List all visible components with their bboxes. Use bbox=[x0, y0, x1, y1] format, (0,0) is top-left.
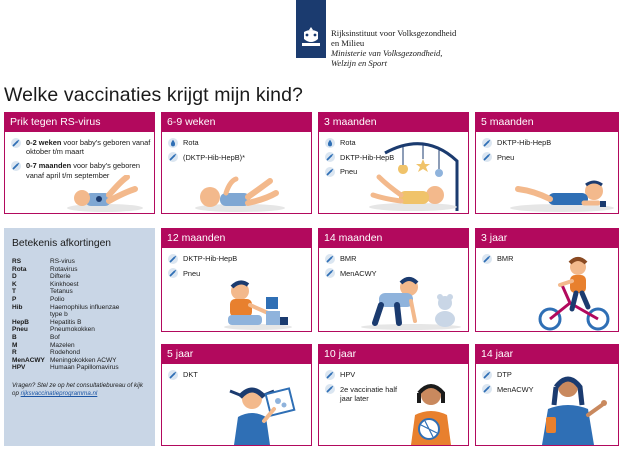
card-3-jaar bbox=[475, 228, 619, 332]
table-row bbox=[12, 326, 130, 334]
meaning: Mazelen bbox=[50, 341, 75, 349]
abbr: MenACWY bbox=[12, 356, 45, 364]
item-text: Pneu bbox=[183, 268, 201, 278]
item-text: MenACWY bbox=[340, 268, 377, 278]
syringe-icon bbox=[325, 384, 335, 394]
drop-icon bbox=[168, 138, 178, 148]
meaning: Polio bbox=[50, 295, 65, 303]
list-item bbox=[168, 254, 311, 264]
card-title: 12 maanden bbox=[162, 229, 311, 248]
rijksoverheid-logo bbox=[296, 0, 326, 58]
ministry-line-2: Welzijn en Sport bbox=[331, 58, 388, 68]
card-6-9-weken bbox=[161, 112, 312, 214]
card-title: 5 maanden bbox=[476, 113, 618, 132]
table-row bbox=[12, 364, 130, 372]
table-row bbox=[12, 342, 130, 350]
meaning: RS-virus bbox=[50, 258, 75, 265]
syringe-icon bbox=[482, 370, 492, 380]
syringe-icon bbox=[168, 254, 178, 264]
item-text: Pneu bbox=[340, 167, 358, 176]
abbr: RS bbox=[12, 258, 22, 265]
abbr: T bbox=[12, 288, 16, 296]
abbr: B bbox=[12, 333, 17, 341]
card-title: 5 jaar bbox=[162, 345, 311, 364]
ministry-line-1: Ministerie van Volksgezondheid, bbox=[331, 48, 443, 58]
table-row bbox=[12, 319, 130, 327]
item-text: voor baby's geboren vanaf oktober t/m maart bbox=[26, 138, 151, 157]
card-title: 3 jaar bbox=[476, 229, 618, 248]
item-text: BMR bbox=[340, 254, 357, 263]
item-text: DKTP-Hib-HepB bbox=[340, 152, 395, 162]
syringe-icon bbox=[325, 152, 335, 162]
abbr: M bbox=[12, 341, 18, 349]
meaning: Humaan Papillomavirus bbox=[50, 364, 119, 372]
item-text: HPV bbox=[340, 370, 356, 379]
organisation-name bbox=[331, 28, 456, 68]
list-item bbox=[325, 254, 468, 264]
syringe-icon bbox=[325, 268, 335, 278]
card-title: Prik tegen RS-virus bbox=[5, 113, 154, 132]
baby-lying-illustration bbox=[65, 175, 145, 213]
card-10-jaar bbox=[318, 344, 469, 446]
syringe-icon bbox=[168, 268, 178, 278]
item-text: DKTP-Hib-HepB bbox=[183, 254, 238, 263]
toddler-with-blocks-illustration bbox=[222, 269, 302, 331]
list-item bbox=[168, 370, 311, 380]
table-row bbox=[12, 258, 130, 266]
abbreviations-legend bbox=[4, 228, 155, 446]
syringe-icon bbox=[482, 254, 492, 264]
card-5-maanden bbox=[475, 112, 619, 214]
item-text: Rota bbox=[340, 138, 356, 147]
syringe-icon bbox=[482, 152, 492, 162]
syringe-icon bbox=[11, 161, 21, 171]
meaning: Rotavirus bbox=[50, 265, 78, 273]
card-5-jaar bbox=[161, 344, 312, 446]
syringe-icon bbox=[168, 370, 178, 380]
table-row bbox=[12, 349, 130, 357]
syringe-icon bbox=[325, 254, 335, 264]
item-text: Pneu bbox=[497, 152, 515, 162]
meaning: Rodehond bbox=[50, 349, 80, 357]
item-text: DTP bbox=[497, 370, 512, 379]
questions-note bbox=[12, 382, 147, 398]
card-title: 3 maanden bbox=[319, 113, 468, 132]
item-text: DKTP-Hib-HepB bbox=[497, 138, 552, 147]
abbr: Pneu bbox=[12, 326, 28, 334]
meaning: Meningokokken ACWY bbox=[50, 356, 117, 364]
infant-lying-illustration bbox=[192, 173, 287, 213]
item-text: MenACWY bbox=[497, 384, 534, 394]
card-title: 14 maanden bbox=[319, 229, 468, 248]
girl-with-drawing-illustration bbox=[214, 381, 304, 445]
crest-icon bbox=[300, 26, 322, 48]
meaning: Tetanus bbox=[50, 288, 73, 296]
meaning: Bof bbox=[50, 333, 60, 341]
girl-with-ball-illustration bbox=[399, 381, 465, 445]
abbreviations-table bbox=[12, 258, 130, 372]
questions-text: Vragen? Stel ze op het consultatiebureau of kijk op bbox=[12, 381, 143, 397]
abbr: D bbox=[12, 273, 17, 281]
meaning: Difterie bbox=[50, 273, 71, 281]
abbr: K bbox=[12, 280, 17, 288]
table-row bbox=[12, 304, 130, 319]
item-bold: 0-2 weken bbox=[26, 138, 62, 147]
page-title: Welke vaccinaties krijgt mijn kind? bbox=[4, 84, 303, 106]
meaning: Kinkhoest bbox=[50, 280, 79, 288]
syringe-icon bbox=[325, 167, 335, 177]
item-bold: 0-7 maanden bbox=[26, 161, 72, 171]
legend-title: Betekenis afkortingen bbox=[12, 238, 112, 249]
card-14-maanden bbox=[318, 228, 469, 332]
card-title: 10 jaar bbox=[319, 345, 468, 364]
table-row bbox=[12, 273, 130, 281]
abbr: R bbox=[12, 349, 17, 357]
list-item bbox=[168, 153, 311, 163]
card-3-maanden bbox=[318, 112, 469, 214]
list-item bbox=[482, 138, 618, 148]
table-row bbox=[12, 266, 130, 274]
website-link[interactable]: rijksvaccinatieprogramma.nl bbox=[20, 389, 98, 397]
meaning: Hepatitis B bbox=[50, 318, 82, 326]
card-12-maanden bbox=[161, 228, 312, 332]
baby-tummy-time-illustration bbox=[506, 171, 616, 213]
list-item bbox=[168, 138, 311, 148]
syringe-icon bbox=[482, 384, 492, 394]
item-text: Rota bbox=[183, 138, 199, 147]
item-text: BMR bbox=[497, 254, 514, 263]
baby-with-mobile-illustration bbox=[365, 135, 467, 213]
org-line-2: en Milieu bbox=[331, 38, 365, 48]
org-line-1: Rijksinstituut voor Volksgezondheid bbox=[331, 28, 457, 38]
abbr: Rota bbox=[12, 265, 27, 273]
item-text: DKT bbox=[183, 370, 198, 379]
table-row bbox=[12, 281, 130, 289]
child-on-bike-illustration bbox=[536, 255, 616, 331]
table-row bbox=[12, 296, 130, 304]
item-text: (DKTP-Hib-HepB)* bbox=[183, 152, 246, 162]
item-text: voor baby's geboren vanaf april t/m september bbox=[26, 161, 140, 180]
abbr: Hib bbox=[12, 303, 23, 311]
abbr: HepB bbox=[12, 318, 29, 326]
list-item bbox=[11, 138, 154, 156]
card-rs-virus bbox=[4, 112, 155, 214]
meaning: Haemophilus influenzae type b bbox=[50, 303, 120, 319]
abbr: HPV bbox=[12, 364, 26, 372]
list-item bbox=[482, 153, 618, 163]
syringe-icon bbox=[325, 370, 335, 380]
abbr: P bbox=[12, 295, 17, 303]
drop-icon bbox=[325, 138, 335, 148]
item-text: 2e vaccinatie half jaar later bbox=[340, 384, 398, 403]
table-row bbox=[12, 288, 130, 296]
meaning: Pneumokokken bbox=[50, 326, 95, 334]
table-row bbox=[12, 357, 130, 365]
list-item bbox=[325, 370, 468, 380]
crawling-toddler-teddy-illustration bbox=[359, 273, 464, 331]
card-14-jaar bbox=[475, 344, 619, 446]
table-row bbox=[12, 334, 130, 342]
syringe-icon bbox=[168, 152, 178, 162]
card-title: 6-9 weken bbox=[162, 113, 311, 132]
syringe-icon bbox=[11, 138, 21, 148]
card-title: 14 jaar bbox=[476, 345, 618, 364]
teen-with-phone-illustration bbox=[532, 371, 614, 445]
syringe-icon bbox=[482, 138, 492, 148]
